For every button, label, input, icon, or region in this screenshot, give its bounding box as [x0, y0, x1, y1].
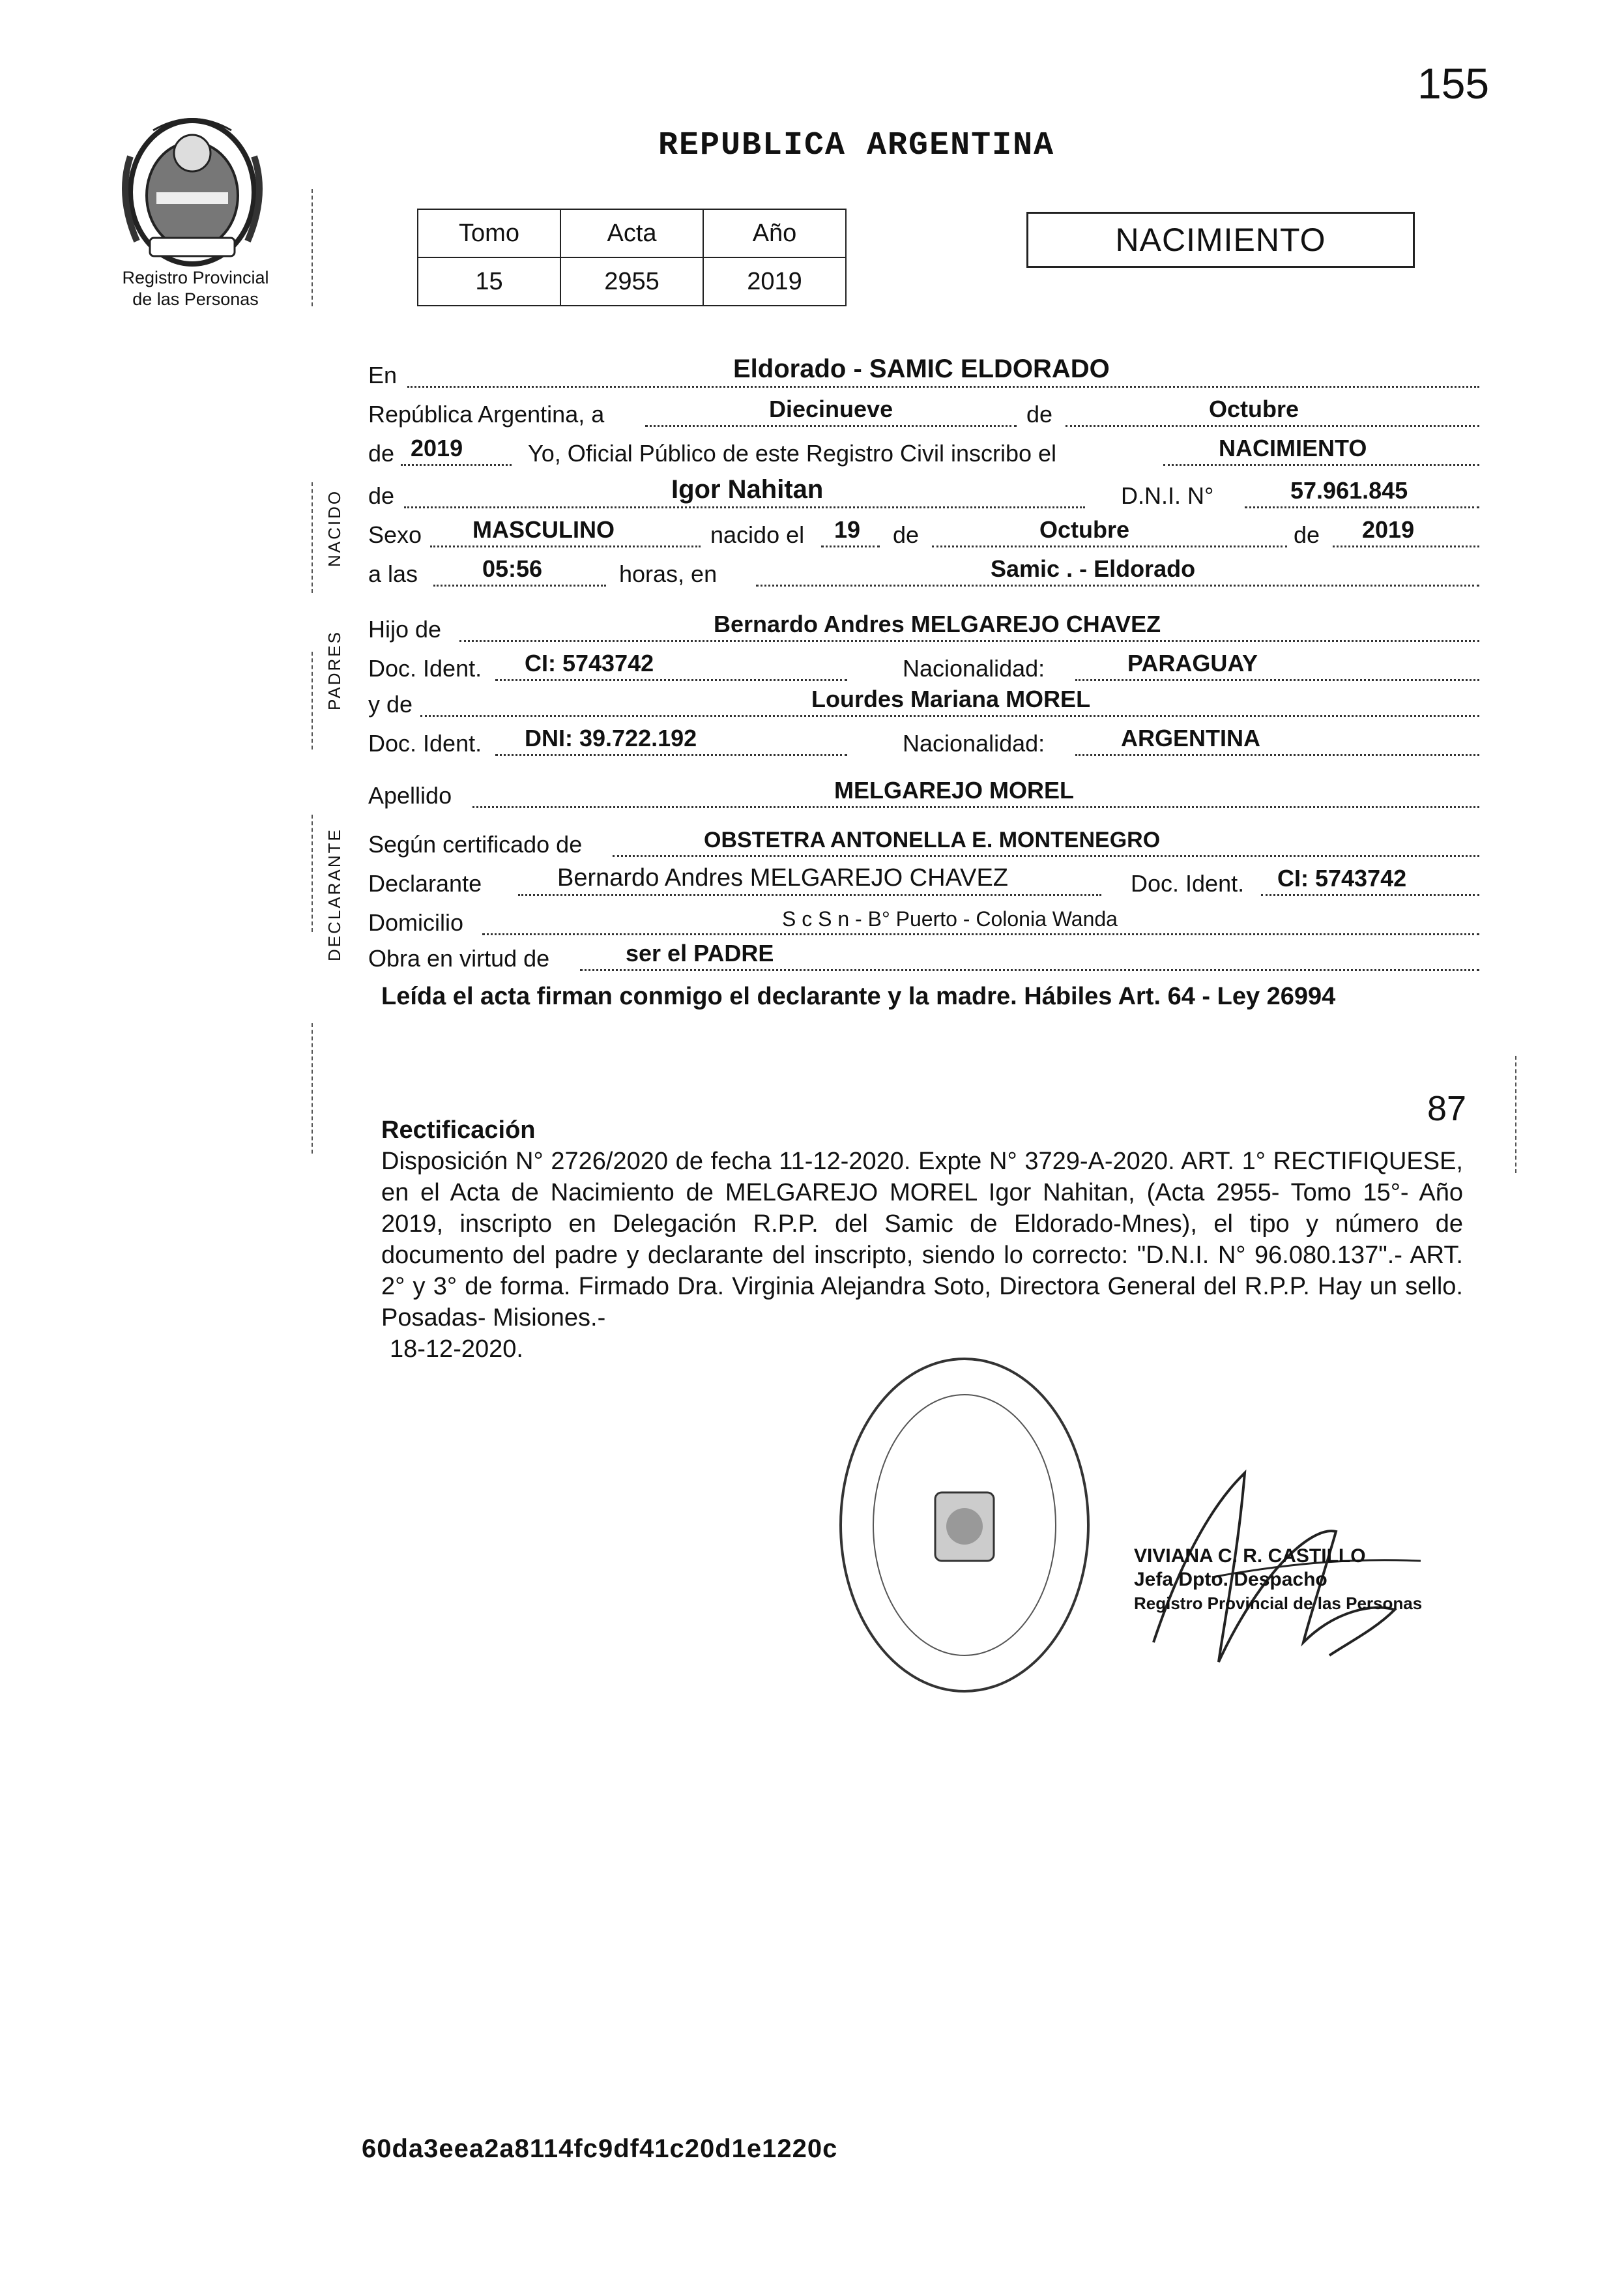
margin-number: 87 — [1427, 1089, 1467, 1128]
label-sexo: Sexo — [368, 521, 422, 548]
dotted-line — [518, 894, 1101, 896]
record-table-cell: 15 — [418, 257, 560, 306]
dotted-line — [1245, 506, 1479, 508]
record-table-value-row — [418, 257, 846, 306]
record-table-cell: 2019 — [703, 257, 846, 306]
value-act: NACIMIENTO — [1219, 435, 1367, 461]
label-de: de — [1026, 401, 1053, 428]
row-mother-doc — [368, 723, 1479, 760]
label-nacionalidad: Nacionalidad: — [903, 655, 1045, 682]
row-domicilio — [368, 903, 1479, 939]
label-en: En — [368, 362, 398, 388]
dotted-line — [459, 640, 1479, 642]
label-de: de — [368, 440, 395, 467]
label-certificado: Según certificado de — [368, 831, 583, 858]
record-table-header: Tomo — [418, 209, 560, 257]
row-time-place — [368, 554, 1479, 590]
document-title: REPUBLICA ARGENTINA — [658, 127, 1055, 164]
label-de: de — [893, 521, 920, 548]
value-mother-name: Lourdes Mariana MOREL — [811, 686, 1091, 712]
value-declarante-doc: CI: 5743742 — [1277, 865, 1407, 892]
row-sexo — [368, 515, 1479, 551]
registry-line2: de las Personas — [132, 289, 259, 309]
page-number: 155 — [1417, 59, 1490, 108]
record-table-header: Año — [703, 209, 846, 257]
row-obra — [368, 938, 1479, 975]
signer-office: Registro Provincial de las Personas — [1134, 1593, 1423, 1613]
value-sexo: MASCULINO — [472, 516, 615, 543]
dotted-line — [932, 545, 1287, 547]
value-dni: 57.961.845 — [1290, 477, 1408, 504]
dotted-line — [472, 806, 1479, 808]
dotted-line — [401, 464, 512, 466]
closing-text: Leída el acta firman conmigo el declarante y la madre. Hábiles Art. 64 - Ley 26994 — [381, 983, 1336, 1010]
label-declarante: Declarante — [368, 870, 482, 897]
row-year-inscribo — [368, 433, 1479, 470]
row-name — [368, 476, 1479, 512]
row-en — [368, 355, 1479, 392]
dotted-line — [404, 506, 1085, 508]
dotted-line — [1075, 754, 1479, 756]
label-dni: D.N.I. N° — [1121, 482, 1214, 509]
row-apellido — [368, 776, 1479, 812]
margin-line — [312, 1023, 313, 1154]
dotted-line — [645, 425, 1017, 427]
value-birth-year: 2019 — [1362, 516, 1415, 543]
rectificacion-heading: Rectificación — [381, 1116, 536, 1144]
label-a-las: a las — [368, 560, 418, 587]
value-father-nat: PARAGUAY — [1127, 650, 1258, 676]
label-horas: horas, en — [619, 560, 718, 587]
dotted-line — [1066, 425, 1479, 427]
label-de: de — [368, 482, 395, 509]
value-domicilio: S c S n - B° Puerto - Colonia Wanda — [782, 907, 1118, 931]
label-obra: Obra en virtud de — [368, 945, 550, 972]
dotted-line — [482, 933, 1479, 935]
official-seal-stamp — [828, 1343, 1101, 1708]
row-father — [368, 609, 1479, 646]
dotted-line — [495, 679, 847, 681]
value-father-name: Bernardo Andres MELGAREJO CHAVEZ — [714, 611, 1161, 637]
value-father-doc: CI: 5743742 — [525, 650, 654, 676]
misiones-coat-of-arms-logo — [104, 104, 280, 274]
label-inscribo: Yo, Oficial Público de este Registro Civil inscribo el — [528, 440, 1057, 467]
dotted-line — [420, 715, 1479, 717]
dotted-line — [407, 386, 1479, 388]
label-domicilio: Domicilio — [368, 909, 464, 936]
dotted-line — [613, 855, 1479, 857]
row-mother — [368, 684, 1479, 721]
value-birth-day: 19 — [834, 516, 861, 543]
rectificacion-date: 18-12-2020. — [390, 1335, 523, 1363]
value-name: Igor Nahitan — [671, 475, 824, 504]
dotted-line — [1075, 679, 1479, 681]
dotted-line — [430, 545, 701, 547]
label-de: de — [1294, 521, 1320, 548]
label-doc: Doc. Ident. — [368, 730, 482, 757]
value-mother-nat: ARGENTINA — [1121, 725, 1260, 751]
signer-role: Jefa Dpto. Despacho — [1134, 1569, 1327, 1590]
label-doc: Doc. Ident. — [1131, 870, 1245, 897]
value-declarante: Bernardo Andres MELGAREJO CHAVEZ — [557, 864, 1008, 892]
row-declarante — [368, 864, 1479, 900]
dotted-line — [821, 545, 880, 547]
value-obra: ser el PADRE — [626, 940, 774, 967]
margin-line — [312, 652, 313, 749]
value-year: 2019 — [411, 435, 463, 461]
row-father-doc — [368, 648, 1479, 685]
side-label-declarante: DECLARANTE — [325, 828, 344, 961]
margin-line — [1515, 1056, 1516, 1173]
label-y-de: y de — [368, 691, 413, 718]
label-nacionalidad: Nacionalidad: — [903, 730, 1045, 757]
margin-line — [312, 815, 313, 932]
value-mother-doc: DNI: 39.722.192 — [525, 725, 697, 751]
label-doc: Doc. Ident. — [368, 655, 482, 682]
registry-name — [91, 267, 300, 310]
value-day: Diecinueve — [769, 396, 893, 422]
registry-line1: Registro Provincial — [122, 268, 269, 287]
record-table — [417, 209, 847, 306]
label-hijo: Hijo de — [368, 616, 442, 643]
signature-block — [1134, 1545, 1422, 1615]
label-nacido: nacido el — [710, 521, 805, 548]
margin-line — [312, 189, 313, 306]
side-label-padres: PADRES — [325, 630, 344, 710]
value-birth-month: Octubre — [1039, 516, 1130, 543]
value-place: Samic . - Eldorado — [991, 555, 1196, 582]
record-type-box: NACIMIENTO — [1026, 212, 1415, 268]
dotted-line — [1333, 545, 1479, 547]
signer-name: VIVIANA C. R. CASTILLO — [1134, 1545, 1366, 1567]
record-table-cell: 2955 — [560, 257, 703, 306]
dotted-line — [495, 754, 847, 756]
row-republica — [368, 394, 1479, 431]
margin-line — [312, 482, 313, 593]
dotted-line — [433, 585, 606, 587]
row-certificado — [368, 824, 1479, 861]
label-republica: República Argentina, a — [368, 401, 605, 428]
document-hash: 60da3eea2a8114fc9df41c20d1e1220c — [362, 2134, 838, 2163]
dotted-line — [756, 585, 1479, 587]
label-apellido: Apellido — [368, 782, 452, 809]
value-certificado: OBSTETRA ANTONELLA E. MONTENEGRO — [704, 828, 1161, 852]
record-table-header: Acta — [560, 209, 703, 257]
value-apellido: MELGAREJO MOREL — [834, 777, 1075, 804]
side-label-nacido: NACIDO — [325, 489, 344, 567]
value-month: Octubre — [1209, 396, 1299, 422]
rectificacion-body: Disposición N° 2726/2020 de fecha 11-12-2020. Expte N° 3729-A-2020. ART. 1° RECTIFIQUESE, en el Acta de Nacimiento de MELGAREJO MOREL Igor Nahitan, (Acta 2955- Tomo 15°- Año 2019, inscripto en Delegación R.P.P. del Samic de Eldorado-Mnes), el tipo y número de documento del padre y declarante del inscripto, siendo lo correcto: "D.N.I. N° 96.080.137".- ART. 2° y 3° de forma. Firmado Dra. Virginia Alejandra Soto, Directora General del R.P.P. Hay un sello. Posadas- Misiones.- — [381, 1148, 1463, 1331]
record-table-header-row — [418, 209, 846, 257]
dotted-line — [1163, 464, 1479, 466]
value-time: 05:56 — [482, 555, 543, 582]
value-en: Eldorado - SAMIC ELDORADO — [733, 355, 1110, 383]
dotted-line — [1261, 894, 1479, 896]
dotted-line — [580, 969, 1479, 971]
